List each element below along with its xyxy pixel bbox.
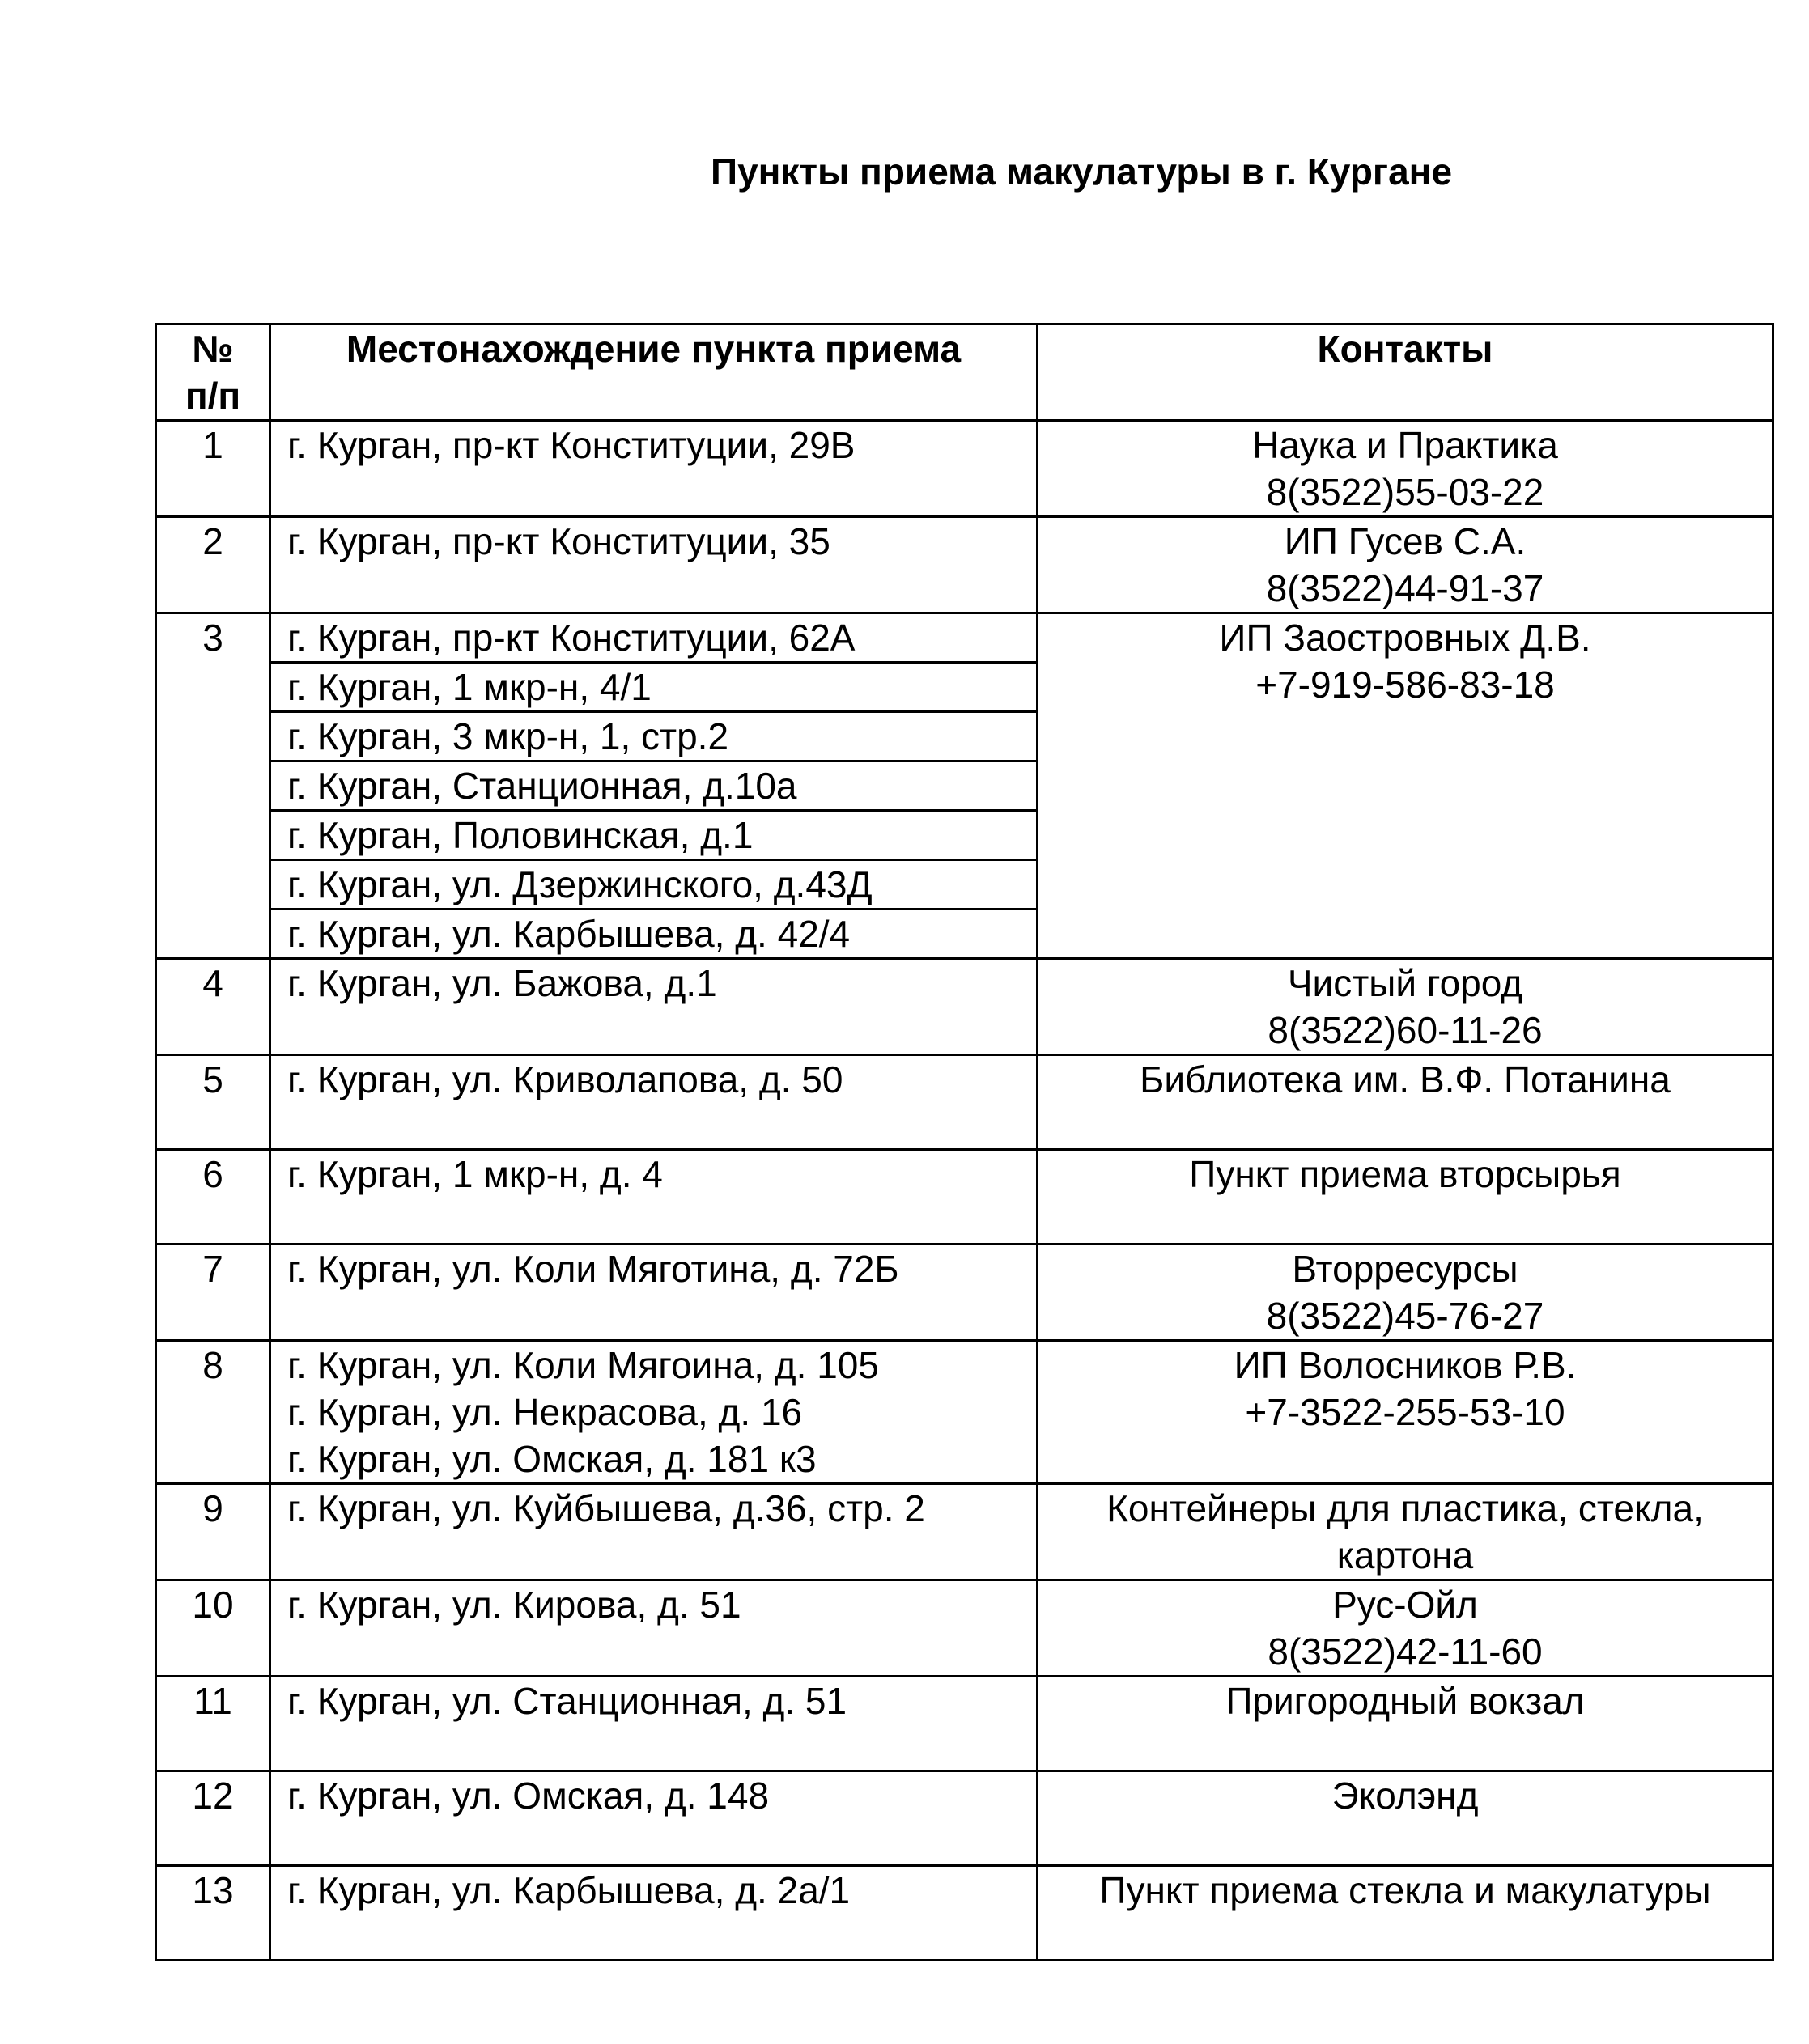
contact-phone: +7-3522-255-53-10: [1245, 1391, 1565, 1433]
contact-phone: +7-919-586-83-18: [1255, 664, 1555, 706]
contact-line: Пункт приема стекла и макулатуры: [1099, 1869, 1711, 1911]
row-contacts: [1038, 1580, 1773, 1677]
row-address: г. Курган, ул. Карбышева, д. 2а/1: [270, 1866, 1038, 1961]
table-row: [156, 1866, 1773, 1961]
row-contacts: [1038, 1484, 1773, 1580]
row-number: 8: [156, 1341, 270, 1484]
contact-line: Пункт приема вторсырья: [1189, 1153, 1621, 1195]
row-address: г. Курган, ул. Дзержинского, д.43Д: [270, 860, 1038, 910]
row-number: 6: [156, 1150, 270, 1245]
address-line: г. Курган, ул. Омская, д. 181 к3: [287, 1438, 817, 1480]
row-contacts: [1038, 517, 1773, 613]
address-line: г. Курган, ул. Коли Мягоина, д. 105: [287, 1344, 879, 1386]
table-header-row: [156, 324, 1773, 421]
row-number: 3: [156, 613, 270, 959]
row-number: 1: [156, 421, 270, 517]
table-row: [156, 1150, 1773, 1245]
row-contacts: [1038, 421, 1773, 517]
table-row: [156, 1580, 1773, 1677]
header-contacts: Контакты: [1038, 324, 1773, 421]
row-number: 13: [156, 1866, 270, 1961]
row-address: г. Курган, Станционная, д.10а: [270, 761, 1038, 811]
table-row: [156, 1245, 1773, 1341]
row-contacts: [1038, 1150, 1773, 1245]
row-address: г. Курган, пр-кт Конституции, 62А: [270, 613, 1038, 663]
row-number: 11: [156, 1677, 270, 1771]
row-address: г. Курган, пр-кт Конституции, 35: [270, 517, 1038, 613]
row-address: г. Курган, 1 мкр-н, 4/1: [270, 663, 1038, 712]
row-address: г. Курган, ул. Карбышева, д. 42/4: [270, 910, 1038, 959]
table-row: [156, 959, 1773, 1055]
row-number: 7: [156, 1245, 270, 1341]
row-number: 2: [156, 517, 270, 613]
contact-line: Чистый город: [1287, 962, 1523, 1004]
contact-line: картона: [1336, 1534, 1474, 1576]
row-contacts: [1038, 1055, 1773, 1150]
row-number: 4: [156, 959, 270, 1055]
row-address: [270, 1341, 1038, 1484]
table-row: [156, 1055, 1773, 1150]
table-row: [156, 613, 1773, 663]
row-address: г. Курган, 3 мкр-н, 1, стр.2: [270, 712, 1038, 761]
address-line: г. Курган, ул. Некрасова, д. 16: [287, 1391, 803, 1433]
header-number-line1: №: [192, 328, 234, 370]
contact-line: Наука и Практика: [1252, 424, 1558, 466]
header-number-line2: п/п: [185, 375, 241, 417]
row-contacts: [1038, 959, 1773, 1055]
row-contacts: [1038, 1866, 1773, 1961]
row-contacts: [1038, 1677, 1773, 1771]
page-title: Пункты приема макулатуры в г. Кургане: [711, 151, 1453, 193]
row-address: г. Курган, ул. Криволапова, д. 50: [270, 1055, 1038, 1150]
table-row: [156, 1484, 1773, 1580]
contact-line: Рус-Ойл: [1332, 1584, 1478, 1626]
contact-line: Пригородный вокзал: [1225, 1680, 1585, 1722]
row-number: 12: [156, 1771, 270, 1866]
contact-line: ИП Заостровных Д.В.: [1219, 617, 1591, 659]
row-address: г. Курган, 1 мкр-н, д. 4: [270, 1150, 1038, 1245]
contact-phone: 8(3522)44-91-37: [1266, 567, 1544, 609]
row-address: г. Курган, ул. Куйбышева, д.36, стр. 2: [270, 1484, 1038, 1580]
row-number: 10: [156, 1580, 270, 1677]
contact-line: Контейнеры для пластика, стекла,: [1106, 1487, 1704, 1529]
row-number: 9: [156, 1484, 270, 1580]
row-contacts: [1038, 1341, 1773, 1484]
contact-phone: 8(3522)42-11-60: [1268, 1631, 1543, 1673]
row-contacts: [1038, 1245, 1773, 1341]
header-address: Местонахождение пункта приема: [270, 324, 1038, 421]
row-contacts: [1038, 1771, 1773, 1866]
table-row: [156, 1341, 1773, 1484]
contact-phone: 8(3522)60-11-26: [1268, 1009, 1543, 1051]
contact-line: Вторресурсы: [1292, 1248, 1518, 1290]
row-number: 5: [156, 1055, 270, 1150]
row-address: г. Курган, пр-кт Конституции, 29В: [270, 421, 1038, 517]
table-row: [156, 1677, 1773, 1771]
table-row: [156, 421, 1773, 517]
header-number: [156, 324, 270, 421]
contact-line: ИП Волосников Р.В.: [1234, 1344, 1577, 1386]
collection-points-table: [155, 323, 1774, 1961]
row-address: г. Курган, ул. Кирова, д. 51: [270, 1580, 1038, 1677]
contact-line: Библиотека им. В.Ф. Потанина: [1140, 1058, 1671, 1100]
row-address: г. Курган, ул. Коли Мяготина, д. 72Б: [270, 1245, 1038, 1341]
contact-phone: 8(3522)45-76-27: [1266, 1295, 1544, 1337]
row-address: г. Курган, ул. Омская, д. 148: [270, 1771, 1038, 1866]
contact-line: Эколэнд: [1331, 1775, 1479, 1817]
row-address: г. Курган, ул. Станционная, д. 51: [270, 1677, 1038, 1771]
table-row: [156, 517, 1773, 613]
table-row: [156, 1771, 1773, 1866]
row-address: г. Курган, Половинская, д.1: [270, 811, 1038, 860]
row-contacts: [1038, 613, 1773, 959]
row-address: г. Курган, ул. Бажова, д.1: [270, 959, 1038, 1055]
contact-phone: 8(3522)55-03-22: [1266, 471, 1544, 513]
contact-line: ИП Гусев С.А.: [1284, 520, 1527, 562]
